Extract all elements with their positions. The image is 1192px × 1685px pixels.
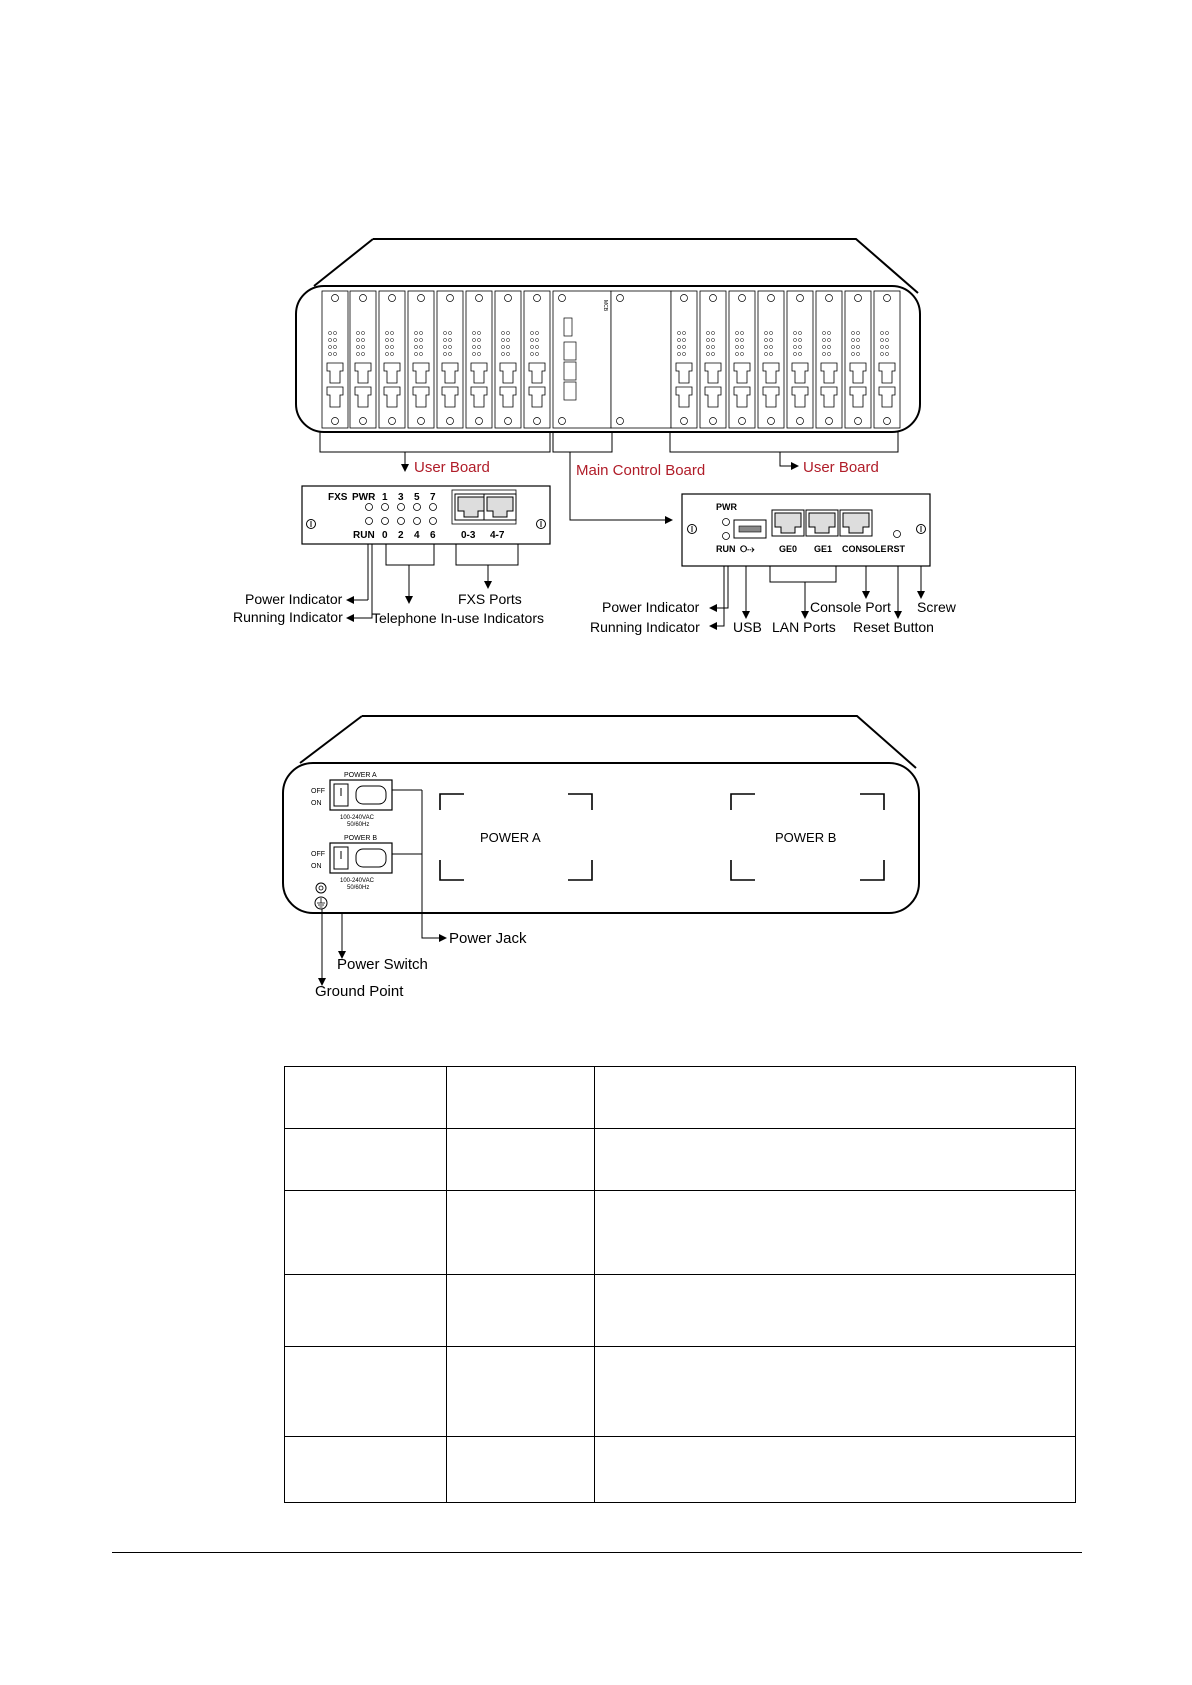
ub-num-2: 2 [398,530,404,541]
ub-num-7: 7 [430,492,436,503]
table-row [285,1437,1076,1503]
fxs-port-0-3 [455,494,487,520]
spec-table [284,1066,1076,1503]
rear-power-b-label: POWER B [344,835,378,842]
ub-num-0: 0 [382,530,388,541]
mb-ge1-label: GE1 [814,544,833,554]
table-cell [447,1129,595,1191]
table-row [285,1129,1076,1191]
ub-telephone-in-use-callout: Telephone In-use Indicators [372,610,544,626]
rear-power-a-label: POWER A [344,772,377,779]
mb-reset-button-callout: Reset Button [853,619,934,635]
table-cell [595,1275,1076,1347]
mcb-label: MCB [602,300,608,312]
power-jack-a [356,786,386,804]
table-row [285,1347,1076,1437]
rear-bay-a-label: POWER A [480,830,541,845]
table-cell [447,1437,595,1503]
ge1-port [806,510,838,536]
ub-num-6: 6 [430,530,436,541]
ge0-port [772,510,804,536]
table-cell [595,1067,1076,1129]
ub-power-indicator-callout: Power Indicator [245,591,343,607]
table-cell [285,1067,447,1129]
table-row [285,1275,1076,1347]
mb-ge0-label: GE0 [779,544,798,554]
table-cell [285,1437,447,1503]
table-cell [447,1275,595,1347]
rear-on-b: ON [311,863,322,870]
table-cell [285,1191,447,1275]
ub-fxs-label: FXS [328,492,348,503]
rear-chassis [283,716,919,913]
mb-rst-label: RST [887,544,905,554]
mb-lan-ports-callout: LAN Ports [772,619,836,635]
mb-pwr-label: PWR [716,502,737,512]
ub-num-5: 5 [414,492,420,503]
rear-ground-point-callout: Ground Point [315,983,404,1000]
ub-fxs-ports-callout: FXS Ports [458,591,522,607]
main-control-card [553,291,611,428]
mb-usb-symbol: ⭘⇢ [740,544,755,554]
rear-rating-a-1: 100-240VAC [340,815,374,821]
power-jack-b [356,849,386,867]
ub-num-1: 1 [382,492,388,503]
table-cell [285,1129,447,1191]
table-cell [285,1347,447,1437]
mb-running-indicator-callout: Running Indicator [590,619,700,635]
front-chassis [296,239,920,432]
rear-off-a: OFF [311,788,325,795]
rear-power-switch-callout: Power Switch [337,956,428,973]
table-cell [447,1191,595,1275]
ub-num-3: 3 [398,492,404,503]
table-cell [285,1275,447,1347]
table-row [285,1191,1076,1275]
main-control-board-callout: Main Control Board [576,462,706,479]
ub-running-indicator-callout: Running Indicator [233,609,343,625]
rear-rating-b-2: 50/60Hz [347,885,370,891]
mb-power-indicator-callout: Power Indicator [602,599,700,615]
rear-off-b: OFF [311,851,325,858]
table-cell [595,1347,1076,1437]
table-cell [595,1191,1076,1275]
rear-bay-b-label: POWER B [775,830,837,845]
mb-screw-callout: Screw [917,599,956,615]
console-port [840,510,872,536]
table-cell [447,1347,595,1437]
user-board-detail [302,486,550,544]
mb-console-label: CONSOLE [842,544,887,554]
rear-rating-a-2: 50/60Hz [347,822,370,828]
rear-on-a: ON [311,800,322,807]
fxs-port-4-7 [484,494,516,520]
user-board-right-callout: User Board [803,459,879,476]
ub-port-0-3-label: 0-3 [461,530,476,541]
user-board-left-callout: User Board [414,459,490,476]
table-cell [447,1067,595,1129]
mb-run-label: RUN [716,544,736,554]
footer-rule [112,1552,1082,1553]
mb-console-port-callout: Console Port [810,599,891,615]
ub-num-4: 4 [414,530,420,541]
table-cell [595,1437,1076,1503]
table-row [285,1067,1076,1129]
ub-run-label: RUN [353,530,375,541]
rear-rating-b-1: 100-240VAC [340,878,374,884]
ub-port-4-7-label: 4-7 [490,530,505,541]
mb-usb-callout: USB [733,619,762,635]
table-cell [595,1129,1076,1191]
main-board-detail [682,494,930,566]
ub-pwr-label: PWR [352,492,376,503]
rear-power-jack-callout: Power Jack [449,930,527,947]
